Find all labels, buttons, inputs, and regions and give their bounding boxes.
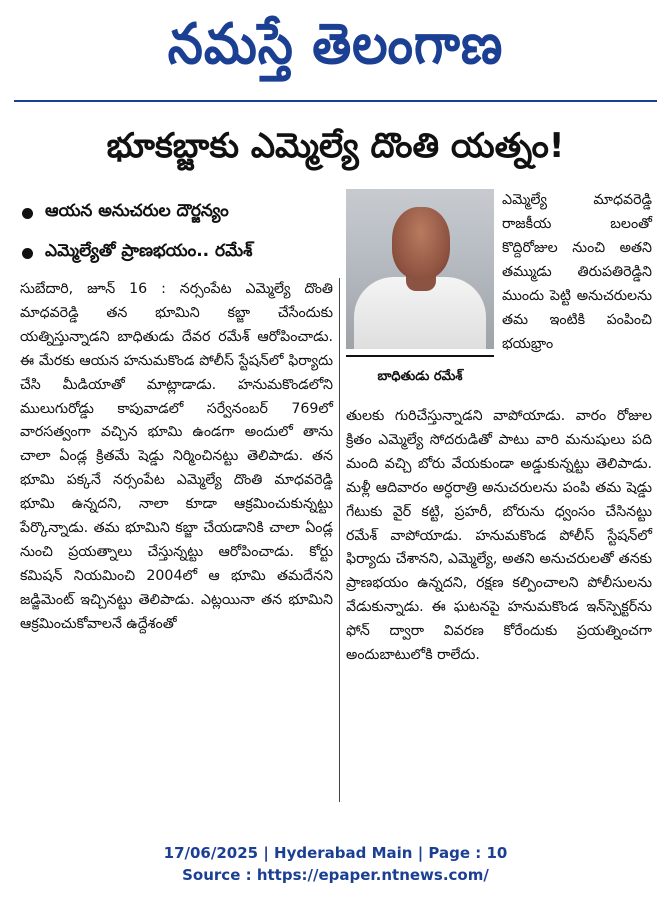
masthead-divider: [14, 100, 657, 102]
source-link[interactable]: Source : https://epaper.ntnews.com/: [182, 866, 489, 884]
highlight-item: [22, 233, 342, 273]
highlight-text: ఎమ్మెల్యేతో ప్రాణభయం.. రమేశ్: [45, 241, 253, 261]
article-body-right-top: [502, 188, 652, 398]
photo-figure: [346, 189, 494, 402]
highlight-list: [22, 193, 342, 273]
highlight-item: [22, 193, 342, 233]
bullet-icon: [22, 248, 33, 259]
column-divider: [339, 278, 340, 802]
bullet-icon: [22, 208, 33, 219]
article-headline: భూకబ్జాకు ఎమ్మెల్యే దొంతి యత్నం!: [106, 126, 565, 166]
article-body-left: [20, 278, 333, 808]
photo-caption: బాధితుడు రమేశ్: [346, 355, 494, 401]
body-paragraph: సుబేదారి, జూన్ 16 : నర్సంపేట ఎమ్మెల్యే దొంతి మాధవరెడ్డి తన భూమిని కబ్జా చేసేందుకు యత్నిస్తున్నాడని బాధితుడు దేవర రమేశ్ ఆరోపించాడు. ఈ మేరకు ఆయన హనుమకొండ పోలీస్ స్టేషన్‌లో ఫిర్యాదు చేసి మీడియాతో మాట్లాడాడు. హనుమకొండలోని ములుగురోడ్డు కాపువాడలో సర్వేనంబర్ 769లో వారసత్వంగా వచ్చిన భూమి ఉండగా అందులో తాను చాలా ఏండ్ల క్రితమే షెడ్డు నిర్మించినట్టు తెలిపాడు. తన భూమి పక్కనే నర్సంపేట ఎమ్మెల్యే దొంతి మాధవరెడ్డి భూమి ఉన్నదని, నాలా కూడా ఆక్రమించుకున్నట్టు పేర్కొన్నాడు. తమ భూమిని కబ్జా చేయడానికి చాలా ఏండ్ల నుంచి ప్రయత్నాలు చేస్తున్నట్టు ఆరోపించాడు. కోర్టు కమిషన్ నియమించి 2004లో ఆ భూమి తమదేనని జడ్జిమెంట్ ఇచ్చినట్టు తెలిపాడు. ఎట్లయినా తన భూమిని ఆక్రమించుకోవాలనే ఉద్దేశంతో: [20, 281, 333, 632]
highlight-text: ఆయన అనుచరుల దౌర్జన్యం: [45, 201, 229, 221]
victim-photo: [346, 189, 494, 349]
body-paragraph: తులకు గురిచేస్తున్నాడని వాపోయాడు. వారం రోజుల క్రితం ఎమ్మెల్యే సోదరుడితో పాటు వారి మనుషులు పది మంది వచ్చి బోరు వేయకుండా అడ్డుకున్నట్టు తెలిపాడు. మళ్లీ ఆదివారం అర్ధరాత్రి అనుచరులను పంపి తమ షెడ్డు గేటుకు వైర్ కట్టి, ప్రహరీ, బోరును ధ్వంసం చేసినట్టు రమేశ్ వాపోయాడు. హనుమకొండ పోలీస్ స్టేషన్‌లో ఫిర్యాదు చేశానని, ఎమ్మెల్యే, అతని అనుచరులతో తనకు ప్రాణభయం ఉన్నదని, రక్షణ కల్పించాలని పోలీసులను వేడుకున్నాడు. ఈ ఘటనపై హనుమకొండ ఇన్‌స్పెక్టర్‌ను ఫోన్ ద్వారా వివరణ కోరేందుకు ప్రయత్నించగా అందుబాటులోకి రాలేదు.: [346, 408, 652, 664]
masthead-logo: నమస్తే తెలంగాణ: [167, 11, 504, 77]
body-paragraph: ఎమ్మెల్యే మాధవరెడ్డి రాజకీయ బలంతో కొద్దిరోజుల నుంచి అతని తమ్ముడు తిరుపతిరెడ్డిని ముందు పెట్టి అనుచరులను తమ ఇంటికి పంపించి భయభ్రాం: [502, 192, 652, 352]
edition-info: 17/06/2025 | Hyderabad Main | Page : 10: [163, 844, 508, 862]
article-body-right: [346, 405, 652, 805]
